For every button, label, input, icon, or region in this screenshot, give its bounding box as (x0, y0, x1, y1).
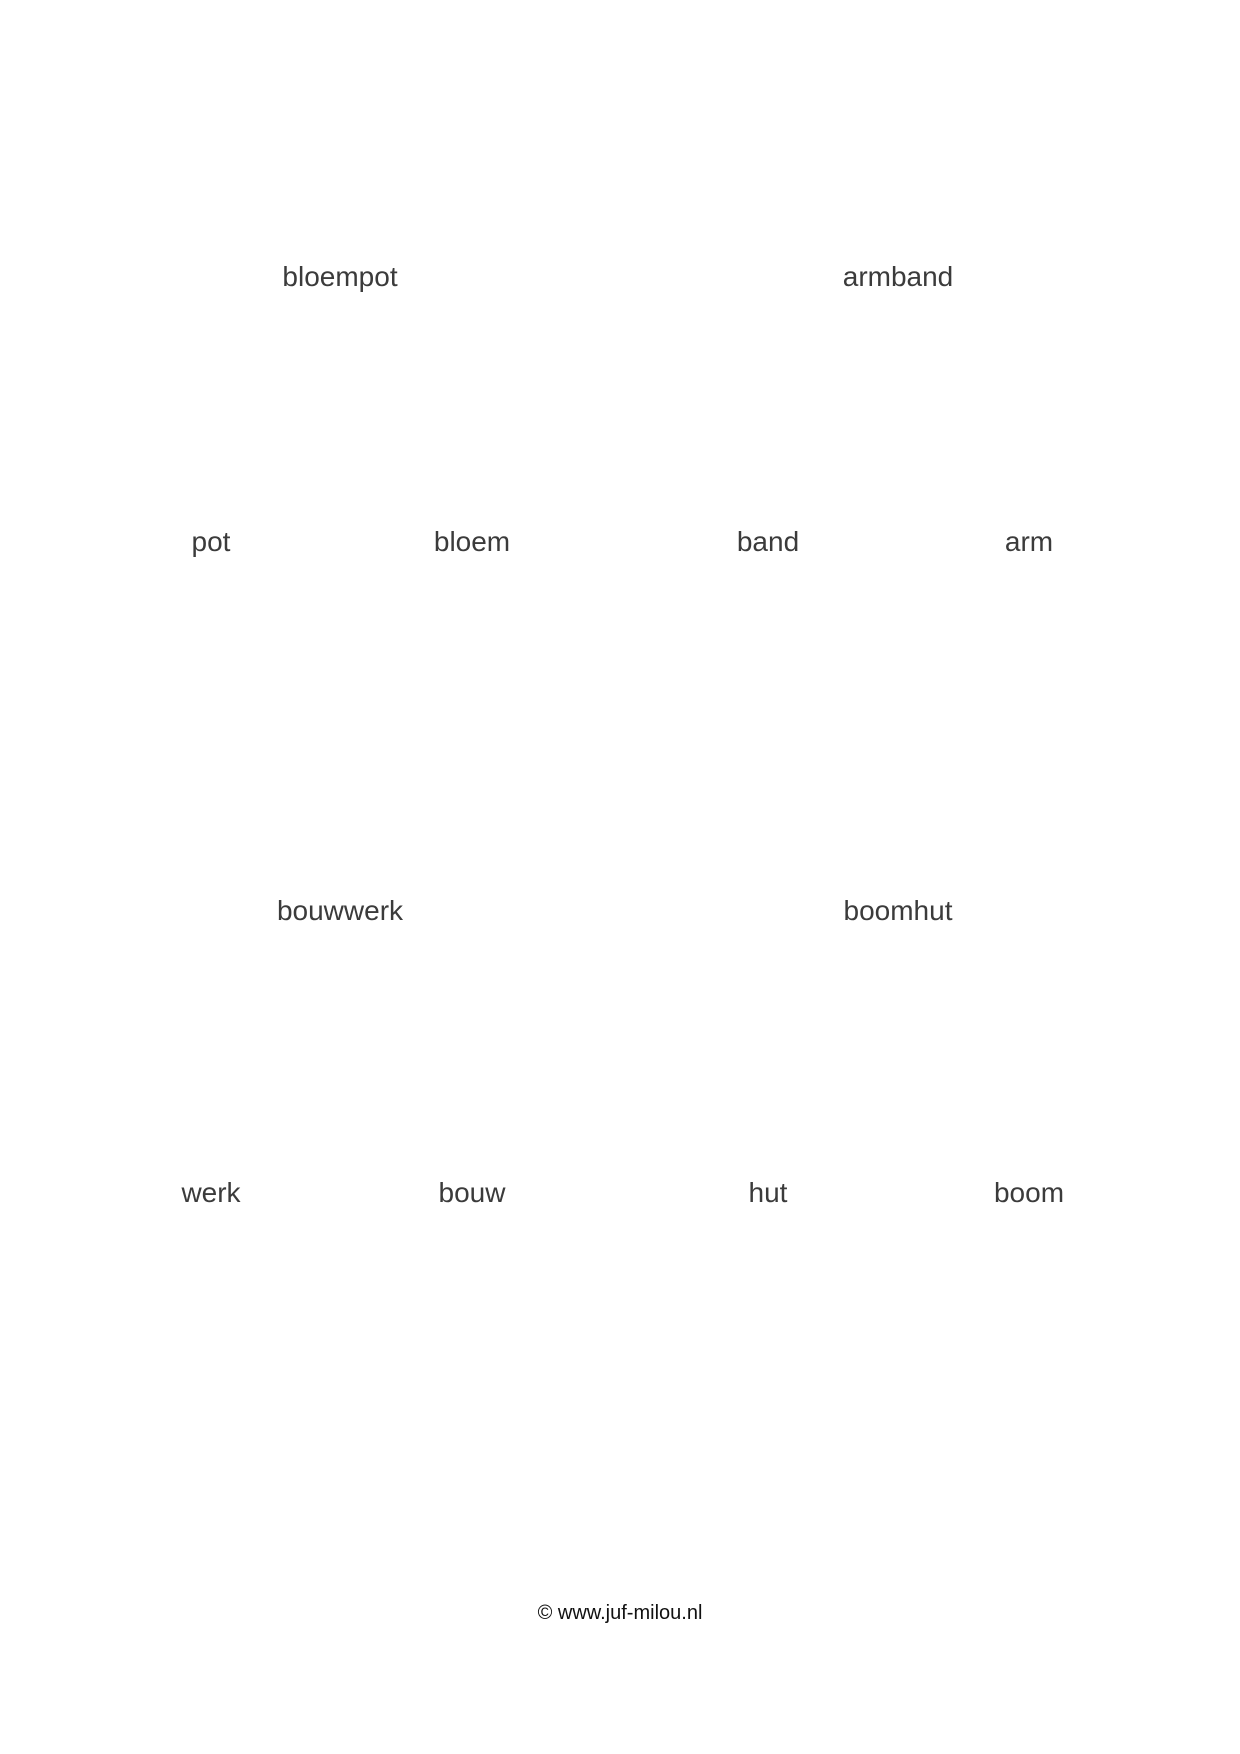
compound-word: bloempot (282, 261, 398, 292)
part-word: werk (181, 1177, 241, 1208)
part-word: pot (191, 526, 231, 557)
part-word: bouw (438, 1177, 506, 1208)
part-word: arm (1004, 526, 1054, 557)
copyright-footer: © www.juf-milou.nl (537, 1602, 703, 1624)
compound-word: bouwwerk (276, 895, 404, 926)
part-word: band (736, 526, 800, 557)
part-word: bloem (433, 526, 511, 557)
compound-word: boomhut (843, 895, 953, 926)
part-word: boom (993, 1177, 1065, 1208)
part-word: hut (748, 1177, 788, 1208)
compound-word: armband (842, 261, 954, 292)
